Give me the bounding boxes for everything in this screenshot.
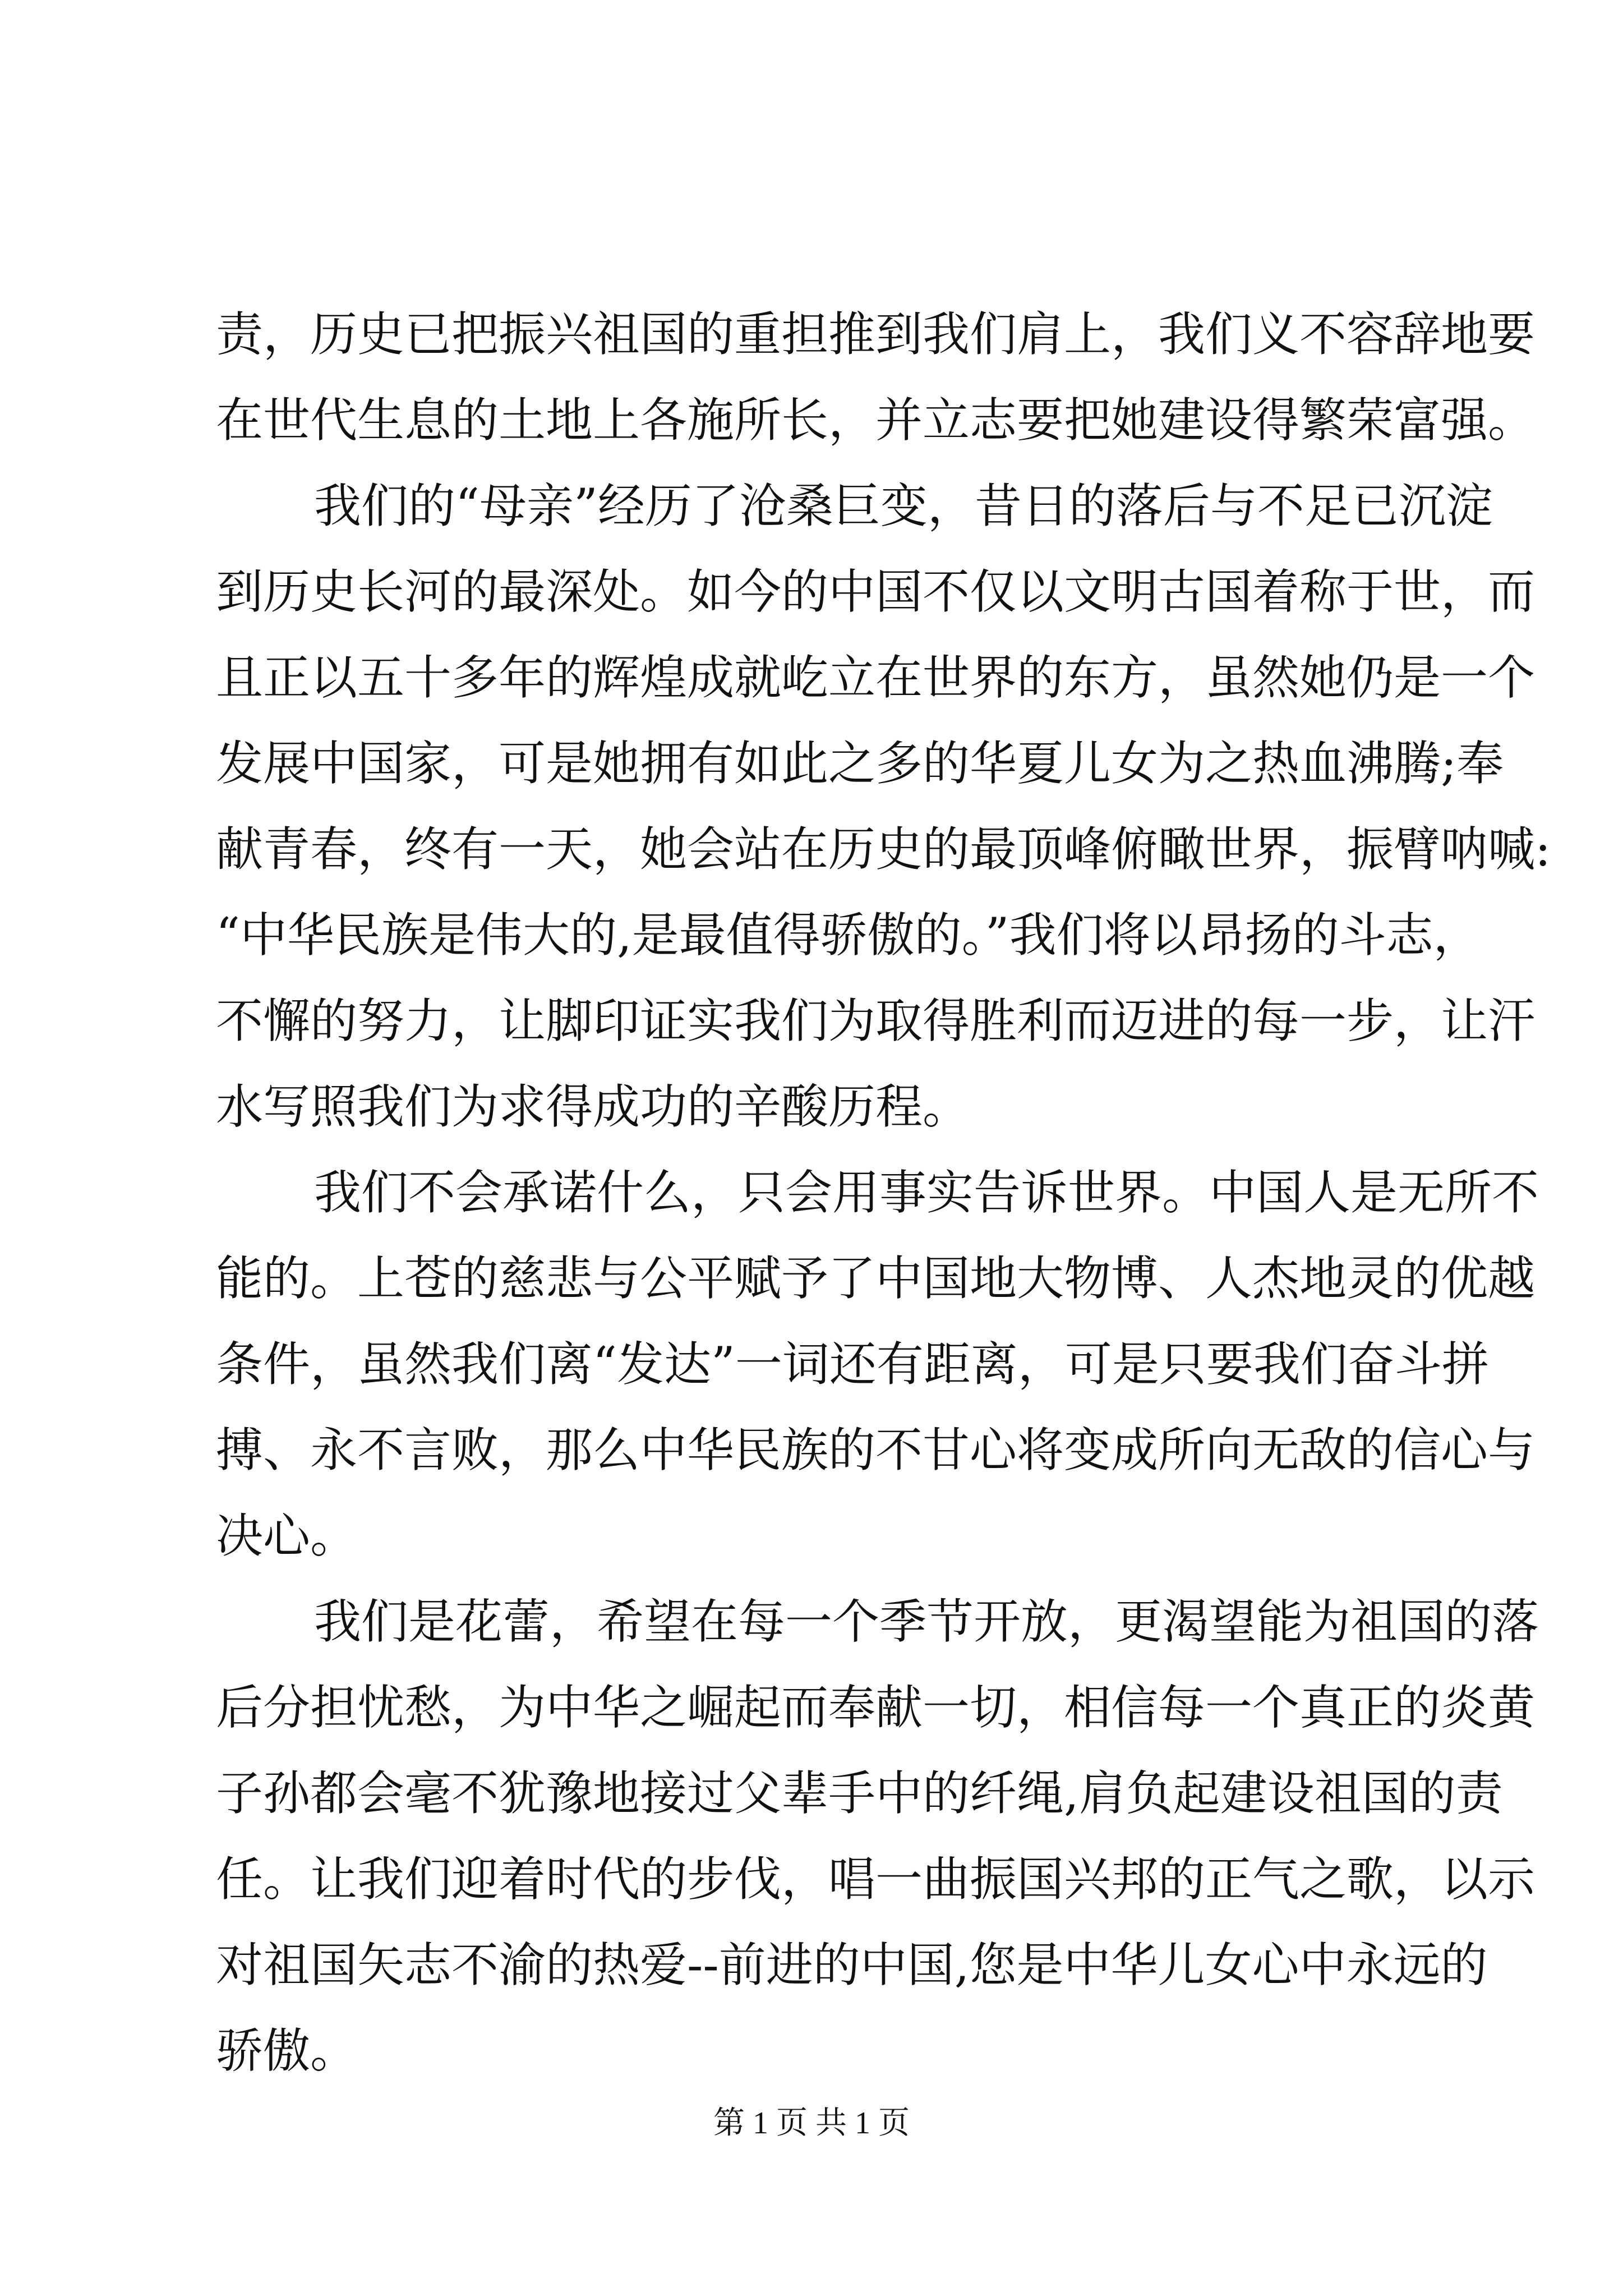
- text-line: “中华民族是伟大的,是最值得骄傲的。”我们将以昂扬的斗志，: [216, 908, 1481, 963]
- text-line: 我们不会承诺什么，只会用事实告诉世界。中国人是无所不: [314, 1165, 1539, 1220]
- text-line: 搏、永不言败，那么中华民族的不甘心将变成所向无敌的信心与: [216, 1423, 1536, 1478]
- text-line: 且正以五十多年的辉煌成就屹立在世界的东方，虽然她仍是一个: [216, 650, 1536, 705]
- text-line: 发展中国家，可是她拥有如此之多的华夏儿女为之热血沸腾;奉: [216, 736, 1504, 791]
- page-number-footer: 第 1 页 共 1 页: [713, 2106, 910, 2141]
- text-line: 不懈的努力，让脚印证实我们为取得胜利而迈进的每一步，让汗: [216, 993, 1536, 1048]
- text-line: 后分担忧愁，为中华之崛起而奉献一切，相信每一个真正的炎黄: [216, 1680, 1536, 1735]
- text-line: 骄傲。: [216, 2023, 358, 2078]
- text-line: 献青春，终有一天，她会站在历史的最顶峰俯瞰世界，振臂呐喊:: [216, 822, 1551, 877]
- text-line: 任。让我们迎着时代的步伐，唱一曲振国兴邦的正气之歌，以示: [216, 1852, 1536, 1907]
- text-line: 条件，虽然我们离“发达”一词还有距离，可是只要我们奋斗拼: [216, 1337, 1489, 1392]
- text-line: 在世代生息的土地上各施所长，并立志要把她建设得繁荣富强。: [216, 393, 1536, 448]
- document-body: [216, 292, 1551, 2094]
- text-line: 我们是花蕾，希望在每一个季节开放，更渴望能为祖国的落: [314, 1594, 1539, 1649]
- text-line: 对祖国矢志不渝的热爱--前进的中国,您是中华儿女心中永远的: [216, 1938, 1488, 1993]
- text-line: 决心。: [216, 1508, 358, 1563]
- text-line: 子孙都会毫不犹豫地接过父辈手中的纤绳,肩负起建设祖国的责: [216, 1766, 1503, 1821]
- text-line: 到历史长河的最深处。如今的中国不仅以文明古国着称于世，而: [216, 564, 1536, 619]
- text-line: 责，历史已把振兴祖国的重担推到我们肩上，我们义不容辞地要: [216, 307, 1536, 362]
- text-line: 水写照我们为求得成功的辛酸历程。: [216, 1079, 970, 1134]
- text-line: 能的。上苍的慈悲与公平赋予了中国地大物博、人杰地灵的优越: [216, 1251, 1536, 1306]
- text-line: 我们的“母亲”经历了沧桑巨变，昔日的落后与不足已沉淀: [314, 478, 1493, 533]
